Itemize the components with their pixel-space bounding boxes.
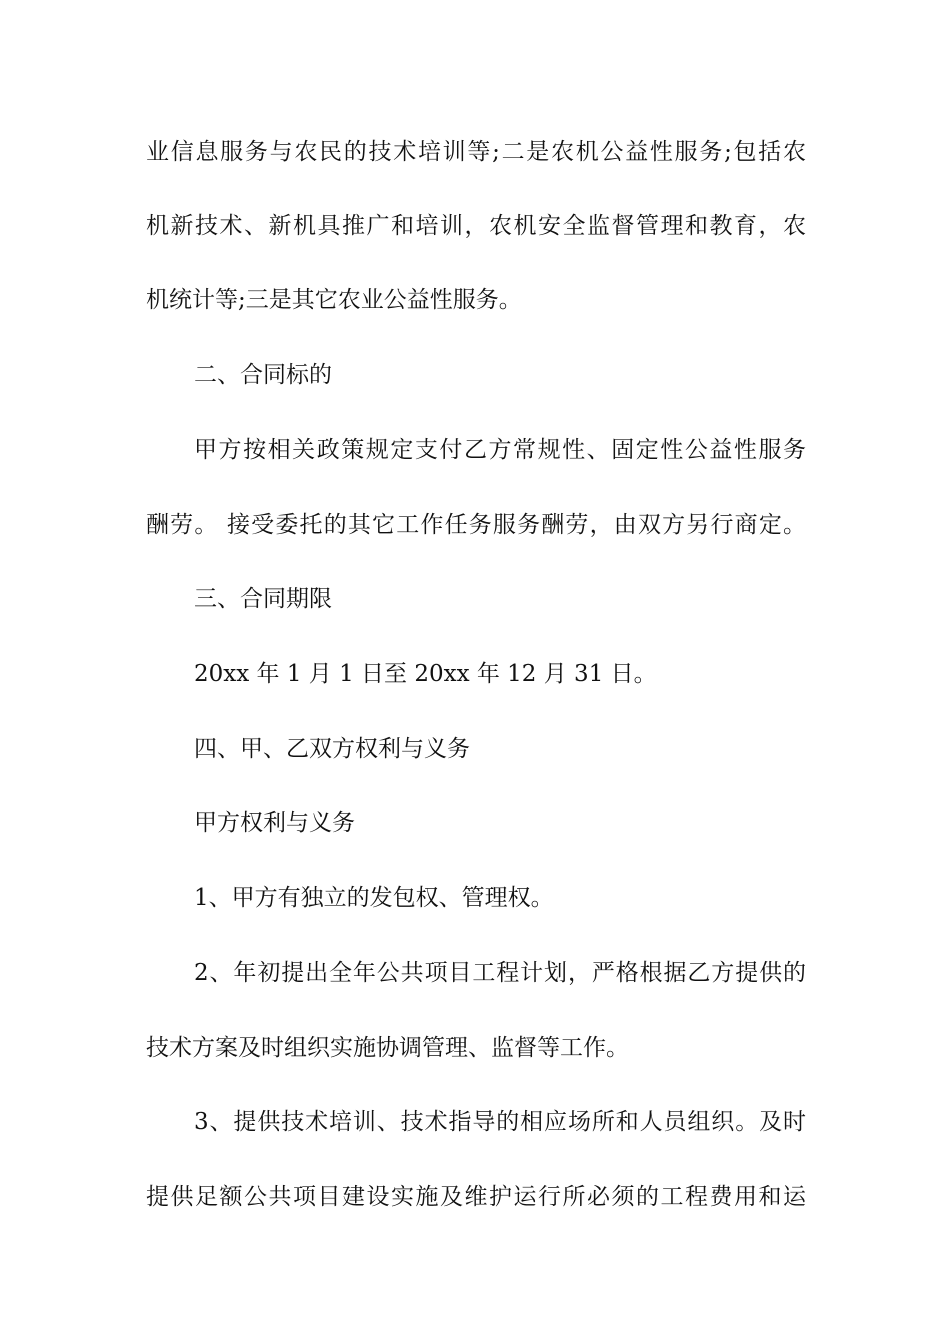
section-heading-contract-subject: 二、合同标的 bbox=[194, 362, 332, 388]
section-heading-contract-term: 三、合同期限 bbox=[194, 586, 332, 612]
list-item-2: 2、年初提出全年公共项目工程计划，严格根据乙方提供的 bbox=[194, 960, 806, 986]
contract-term-dates: 20xx 年 1 月 1 日至 20xx 年 12 月 31 日。 bbox=[194, 661, 657, 687]
section-heading-rights-obligations: 四、甲、乙双方权利与义务 bbox=[194, 736, 470, 762]
text-line-5: 甲方按相关政策规定支付乙方常规性、固定性公益性服务 bbox=[194, 437, 806, 463]
text-line-1: 业信息服务与农民的技术培训等;二是农机公益性服务;包括农 bbox=[146, 139, 806, 165]
text-line-3: 机统计等;三是其它农业公益性服务。 bbox=[146, 287, 522, 313]
list-item-3: 3、提供技术培训、技术指导的相应场所和人员组织。及时 bbox=[194, 1109, 806, 1135]
subheading-party-a-rights: 甲方权利与义务 bbox=[194, 810, 355, 836]
text-line-2: 机新技术、新机具推广和培训，农机安全监督管理和教育，农 bbox=[146, 213, 806, 239]
text-line-13: 技术方案及时组织实施协调管理、监督等工作。 bbox=[146, 1035, 629, 1061]
text-line-15: 提供足额公共项目建设实施及维护运行所必须的工程费用和运 bbox=[146, 1184, 806, 1210]
text-line-6: 酬劳。 接受委托的其它工作任务服务酬劳，由双方另行商定。 bbox=[146, 512, 806, 538]
list-item-1: 1、甲方有独立的发包权、管理权。 bbox=[194, 885, 554, 911]
